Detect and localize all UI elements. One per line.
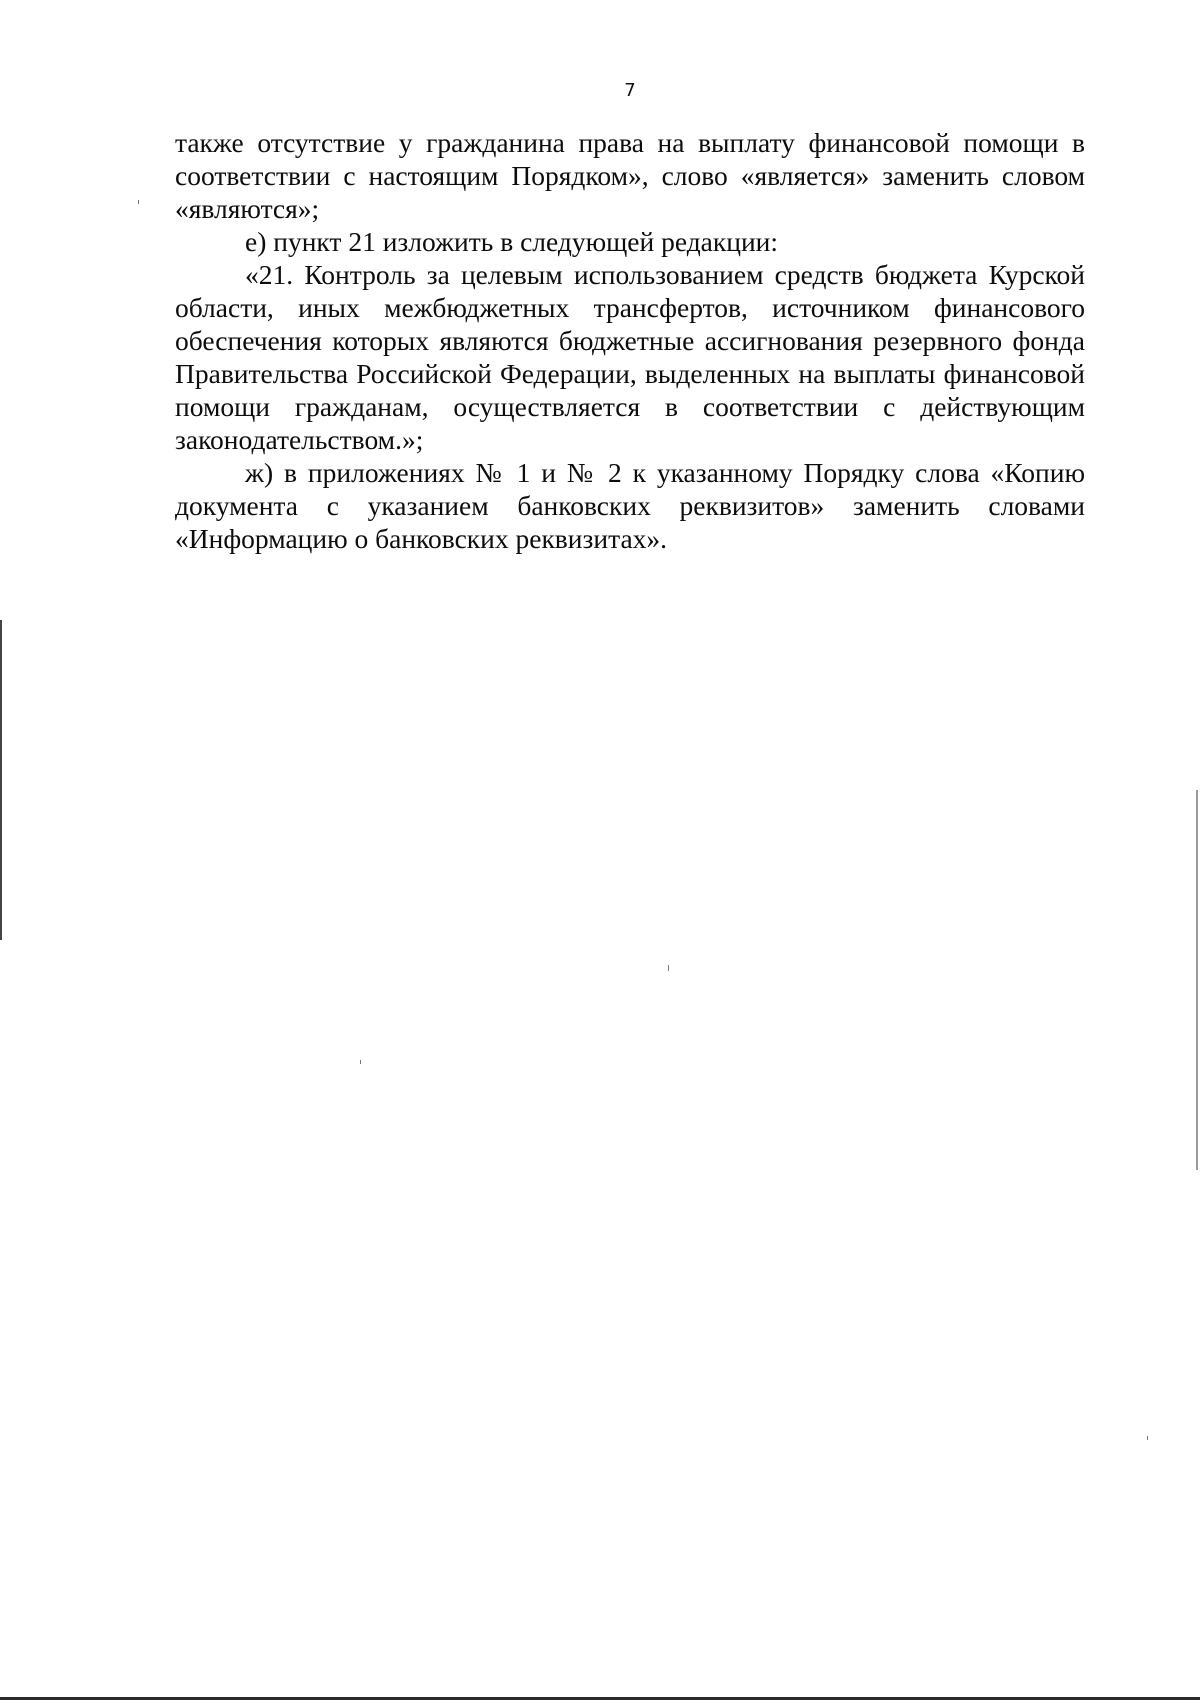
document-body [175,126,1085,555]
paragraph-item-e: е) пункт 21 изложить в следующей редакции: [245,226,779,257]
scan-speck [668,965,669,971]
scan-speck [360,1060,361,1064]
scan-edge-left [0,620,2,940]
page-number: 7 [624,80,636,101]
paragraph-clause-21: «21. Контроль за целевым использованием средств бюджета Курской области, иных межбюджетных трансфертов, источником финансового обеспечения которых являются бюджетные ассигнования резервного фонда Правительства Российской Федерации, выделенных на выплаты финансовой помощи гражданам, осуществляется в соответствии с действующим законодательством.»; [175,259,1085,455]
paragraph-continuation: также отсутствие у гражданина права на выплату финансовой помощи в соответствии с настоящим Порядком», слово «является» заменить словом «являются»; [175,127,1085,224]
scan-edge-bottom [0,1697,1200,1700]
scan-speck [138,200,139,204]
scan-speck [1147,1436,1148,1440]
scan-edge-right [1196,790,1198,1170]
paragraph-item-zh: ж) в приложениях № 1 и № 2 к указанному Порядку слова «Копию документа с указанием банковских реквизитов» заменить словами «Информацию о банковских реквизитах». [175,457,1085,554]
